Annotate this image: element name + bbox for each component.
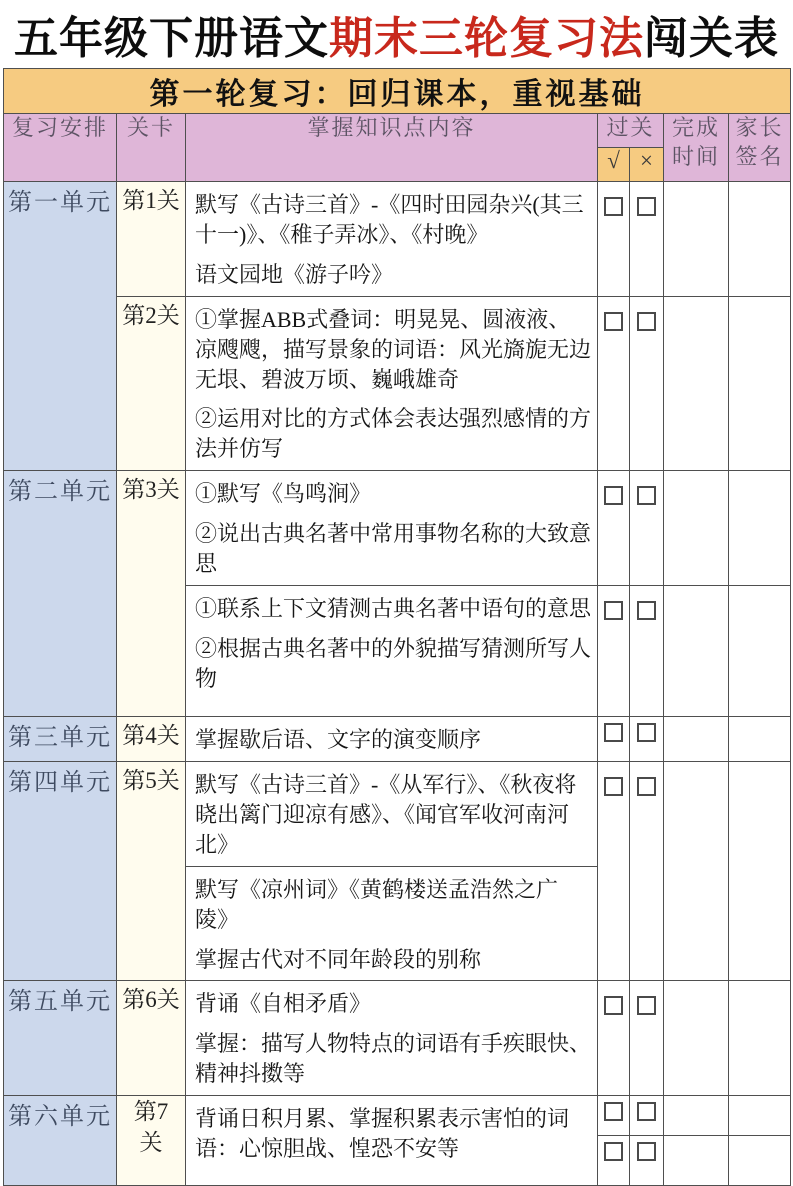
level-cell-1: 第1关 bbox=[117, 182, 186, 297]
pass-no-checkbox[interactable] bbox=[637, 1102, 656, 1121]
pass-no-checkbox[interactable] bbox=[637, 996, 656, 1015]
finish-time-cell bbox=[664, 716, 729, 761]
pass-no-cell bbox=[630, 1096, 664, 1136]
title-right: 闯关表 bbox=[644, 14, 779, 63]
table-row bbox=[4, 761, 791, 980]
content-cell-2 bbox=[186, 296, 598, 471]
pass-yes-checkbox[interactable] bbox=[604, 996, 623, 1015]
pass-yes-cell bbox=[598, 471, 630, 586]
content-paragraph: 默写《古诗三首》-《从军行》、《秋夜将晓出篱门迎凉有感》、《闻官军收河南河北》 bbox=[195, 771, 577, 857]
pass-no-checkbox[interactable] bbox=[637, 601, 656, 620]
pass-no-checkbox[interactable] bbox=[637, 197, 656, 216]
finish-time-cell bbox=[664, 471, 729, 586]
pass-yes-cell bbox=[598, 761, 630, 980]
level-cell-5: 第5关 bbox=[117, 761, 186, 980]
pass-yes-cell bbox=[598, 1136, 630, 1186]
content-block-a bbox=[186, 762, 597, 866]
pass-no-cell bbox=[630, 296, 664, 471]
review-table bbox=[3, 68, 791, 1186]
content-block-b bbox=[186, 866, 597, 981]
pass-no-cell bbox=[630, 585, 664, 716]
finish-time-cell bbox=[664, 1096, 729, 1136]
header-level: 关卡 bbox=[117, 114, 186, 182]
content-paragraph: ①掌握ABB式叠词：明晃晃、圆液液、凉飕飕，描写景象的词语：风光旖旎无边无垠、碧波万顷、巍峨雄奇 bbox=[195, 306, 592, 392]
content-paragraph: ①联系上下文猜测古典名著中语句的意思 bbox=[195, 595, 592, 621]
content-paragraph: 背诵日积月累、掌握积累表示害怕的词语：心惊胆战、惶恐不安等 bbox=[195, 1106, 570, 1162]
content-paragraph: 默写《古诗三首》-《四时田园杂兴(其三十一)》、《稚子弄冰》、《村晚》 bbox=[195, 192, 584, 247]
table-row bbox=[4, 1096, 791, 1136]
table-row bbox=[4, 296, 791, 471]
level-cell-4: 第4关 bbox=[117, 716, 186, 761]
finish-time-cell bbox=[664, 761, 729, 980]
content-cell-3a bbox=[186, 471, 598, 586]
parent-sign-cell bbox=[729, 1136, 791, 1186]
content-paragraph: ②运用对比的方式体会表达强烈感情的方法并仿写 bbox=[195, 406, 592, 462]
content-paragraph: 掌握古代对不同年龄段的别称 bbox=[195, 946, 482, 972]
unit-cell-6: 第六单元 bbox=[4, 1096, 117, 1186]
pass-yes-checkbox[interactable] bbox=[604, 486, 623, 505]
content-paragraph: 语文园地《游子吟》 bbox=[195, 261, 394, 287]
unit-cell-2: 第二单元 bbox=[4, 471, 117, 717]
unit-cell-1: 第一单元 bbox=[4, 182, 117, 471]
parent-sign-cell bbox=[729, 981, 791, 1096]
content-cell-3b bbox=[186, 585, 598, 716]
pass-yes-cell bbox=[598, 716, 630, 761]
finish-time-cell bbox=[664, 585, 729, 716]
pass-yes-checkbox[interactable] bbox=[604, 601, 623, 620]
table-row bbox=[4, 981, 791, 1096]
header-review-plan: 复习安排 bbox=[4, 114, 117, 182]
finish-time-cell bbox=[664, 182, 729, 297]
content-paragraph: 背诵《自相矛盾》 bbox=[195, 991, 372, 1017]
pass-yes-checkbox[interactable] bbox=[604, 197, 623, 216]
pass-no-cell bbox=[630, 1136, 664, 1186]
content-paragraph: 默写《凉州词》《黄鹤楼送孟浩然之广陵》 bbox=[195, 876, 559, 932]
content-paragraph: 掌握：描写人物特点的词语有手疾眼快、精神抖擞等 bbox=[195, 1031, 592, 1087]
table-row bbox=[4, 182, 791, 297]
content-cell-1 bbox=[186, 182, 598, 297]
finish-time-cell bbox=[664, 981, 729, 1096]
header-finish-time: 完成时间 bbox=[664, 114, 729, 182]
content-paragraph: 掌握歇后语、文字的演变顺序 bbox=[195, 726, 482, 752]
pass-no-checkbox[interactable] bbox=[637, 777, 656, 796]
pass-yes-checkbox[interactable] bbox=[604, 312, 623, 331]
content-cell-6 bbox=[186, 981, 598, 1096]
finish-time-cell bbox=[664, 296, 729, 471]
content-paragraph: ②说出古典名著中常用事物名称的大致意思 bbox=[195, 521, 592, 577]
content-cell-4 bbox=[186, 716, 598, 761]
content-paragraph: ②根据古典名著中的外貌描写猜测所写人物 bbox=[195, 635, 592, 691]
round-band-row bbox=[4, 69, 791, 114]
table-row bbox=[4, 716, 791, 761]
title-left: 五年级下册语文 bbox=[14, 14, 329, 63]
pass-yes-checkbox[interactable] bbox=[604, 777, 623, 796]
table-row bbox=[4, 471, 791, 586]
parent-sign-cell bbox=[729, 182, 791, 297]
pass-yes-checkbox[interactable] bbox=[604, 1142, 623, 1161]
parent-sign-cell bbox=[729, 296, 791, 471]
parent-sign-cell bbox=[729, 716, 791, 761]
pass-yes-checkbox[interactable] bbox=[604, 723, 623, 742]
unit-cell-5: 第五单元 bbox=[4, 981, 117, 1096]
pass-no-checkbox[interactable] bbox=[637, 312, 656, 331]
pass-no-cell bbox=[630, 471, 664, 586]
header-row-1 bbox=[4, 114, 791, 148]
parent-sign-cell bbox=[729, 761, 791, 980]
pass-no-checkbox[interactable] bbox=[637, 723, 656, 742]
header-pass-no: × bbox=[630, 148, 664, 182]
parent-sign-cell bbox=[729, 1096, 791, 1136]
parent-sign-cell bbox=[729, 471, 791, 586]
pass-yes-cell bbox=[598, 1096, 630, 1136]
title-accent: 期末三轮复习法 bbox=[329, 14, 644, 63]
level-cell-7 bbox=[117, 1096, 186, 1186]
level-cell-2: 第2关 bbox=[117, 296, 186, 471]
content-paragraph: ①默写《鸟鸣涧》 bbox=[195, 481, 372, 507]
header-parent-sign: 家长签名 bbox=[729, 114, 791, 182]
unit-cell-4: 第四单元 bbox=[4, 761, 117, 980]
content-cell-5 bbox=[186, 761, 598, 980]
content-cell-7 bbox=[186, 1096, 598, 1186]
pass-no-checkbox[interactable] bbox=[637, 486, 656, 505]
level-cell-6: 第6关 bbox=[117, 981, 186, 1096]
pass-no-cell bbox=[630, 761, 664, 980]
pass-yes-checkbox[interactable] bbox=[604, 1102, 623, 1121]
unit-cell-3: 第三单元 bbox=[4, 716, 117, 761]
pass-yes-cell bbox=[598, 585, 630, 716]
parent-sign-cell bbox=[729, 585, 791, 716]
level-cell-3: 第3关 bbox=[117, 471, 186, 717]
header-pass-yes: √ bbox=[598, 148, 630, 182]
pass-yes-cell bbox=[598, 981, 630, 1096]
header-content: 掌握知识点内容 bbox=[186, 114, 598, 182]
round-header: 第一轮复习：回归课本，重视基础 bbox=[4, 69, 791, 114]
level-label: 第7关 bbox=[133, 1099, 169, 1156]
pass-no-cell bbox=[630, 182, 664, 297]
finish-time-cell bbox=[664, 1136, 729, 1186]
pass-yes-cell bbox=[598, 296, 630, 471]
pass-no-checkbox[interactable] bbox=[637, 1142, 656, 1161]
pass-no-cell bbox=[630, 716, 664, 761]
header-pass: 过关 bbox=[598, 114, 664, 148]
pass-no-cell bbox=[630, 981, 664, 1096]
pass-yes-cell bbox=[598, 182, 630, 297]
page-title bbox=[0, 0, 793, 68]
